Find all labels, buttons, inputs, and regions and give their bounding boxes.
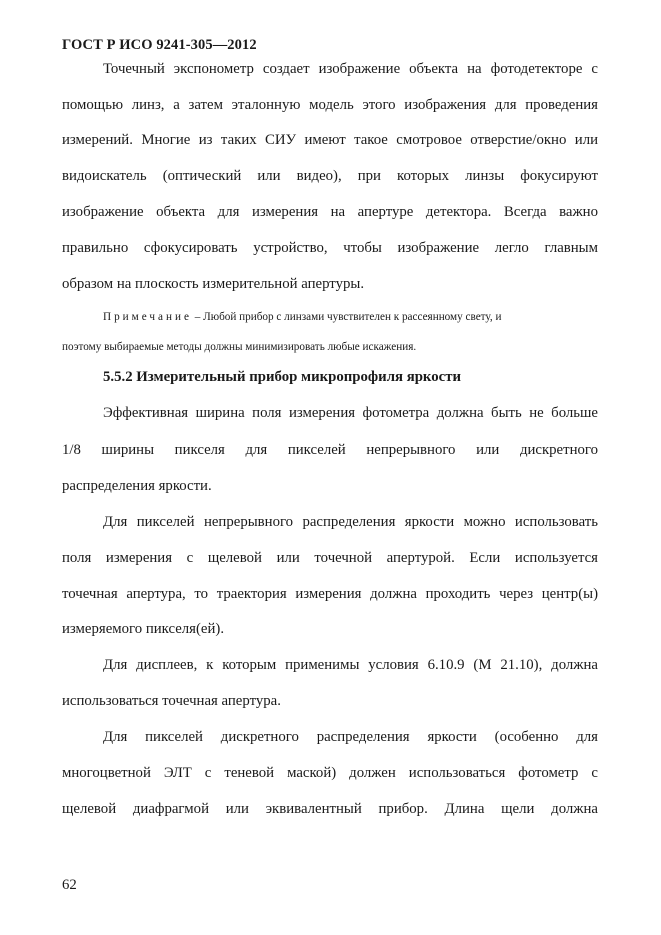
text-line: образом на плоскость измерительной апертуры.: [62, 276, 365, 292]
text-line: Эффективная ширина поля измерения фотометра должна быть не больше: [103, 405, 598, 421]
text-line: измеряемого пикселя(ей).: [62, 621, 225, 637]
note-line: поэтому выбираемые методы должны минимизировать любые искажения.: [62, 341, 417, 353]
note-line: [103, 310, 501, 324]
page-number: 62: [62, 877, 77, 893]
text-line: поля измерения с щелевой или точечной апертурой. Если используется: [62, 550, 598, 566]
text-line: измерений. Многие из таких СИУ имеют такое смотровое отверстие/окно или: [62, 132, 598, 148]
text-line: Для дисплеев, к которым применимы условия 6.10.9 (M 21.10), должна: [103, 657, 598, 673]
text-line: помощью линз, а затем эталонную модель этого изображения для проведения: [62, 97, 598, 113]
note-text: – Любой прибор с линзами чувствителен к рассеянному свету, и: [191, 311, 502, 323]
section-heading: 5.5.2 Измерительный прибор микропрофиля яркости: [103, 369, 462, 385]
text-line: точечная апертура, то траектория измерения должна проходить через центр(ы): [62, 586, 598, 602]
text-line: Для пикселей дискретного распределения яркости (особенно для: [103, 729, 598, 745]
text-line: Для пикселей непрерывного распределения яркости можно использовать: [103, 514, 598, 530]
text-line: видоискатель (оптический или видео), при которых линзы фокусируют: [62, 168, 598, 184]
text-line: использоваться точечная апертура.: [62, 693, 281, 709]
standard-header: ГОСТ Р ИСО 9241-305—2012: [62, 37, 257, 53]
note-label: Примечание: [103, 311, 192, 323]
text-line: изображение объекта для измерения на апертуре детектора. Всегда важно: [62, 204, 598, 220]
text-line: правильно сфокусировать устройство, чтобы изображение легло главным: [62, 240, 598, 256]
text-line: щелевой диафрагмой или эквивалентный прибор. Длина щели должна: [62, 801, 598, 817]
text-line: Точечный экспонометр создает изображение объекта на фотодетекторе с: [103, 61, 598, 77]
text-line: 1/8 ширины пикселя для пикселей непрерывного или дискретного: [62, 442, 598, 458]
text-line: распределения яркости.: [62, 478, 212, 494]
text-line: многоцветной ЭЛТ с теневой маской) должен использоваться фотометр с: [62, 765, 598, 781]
